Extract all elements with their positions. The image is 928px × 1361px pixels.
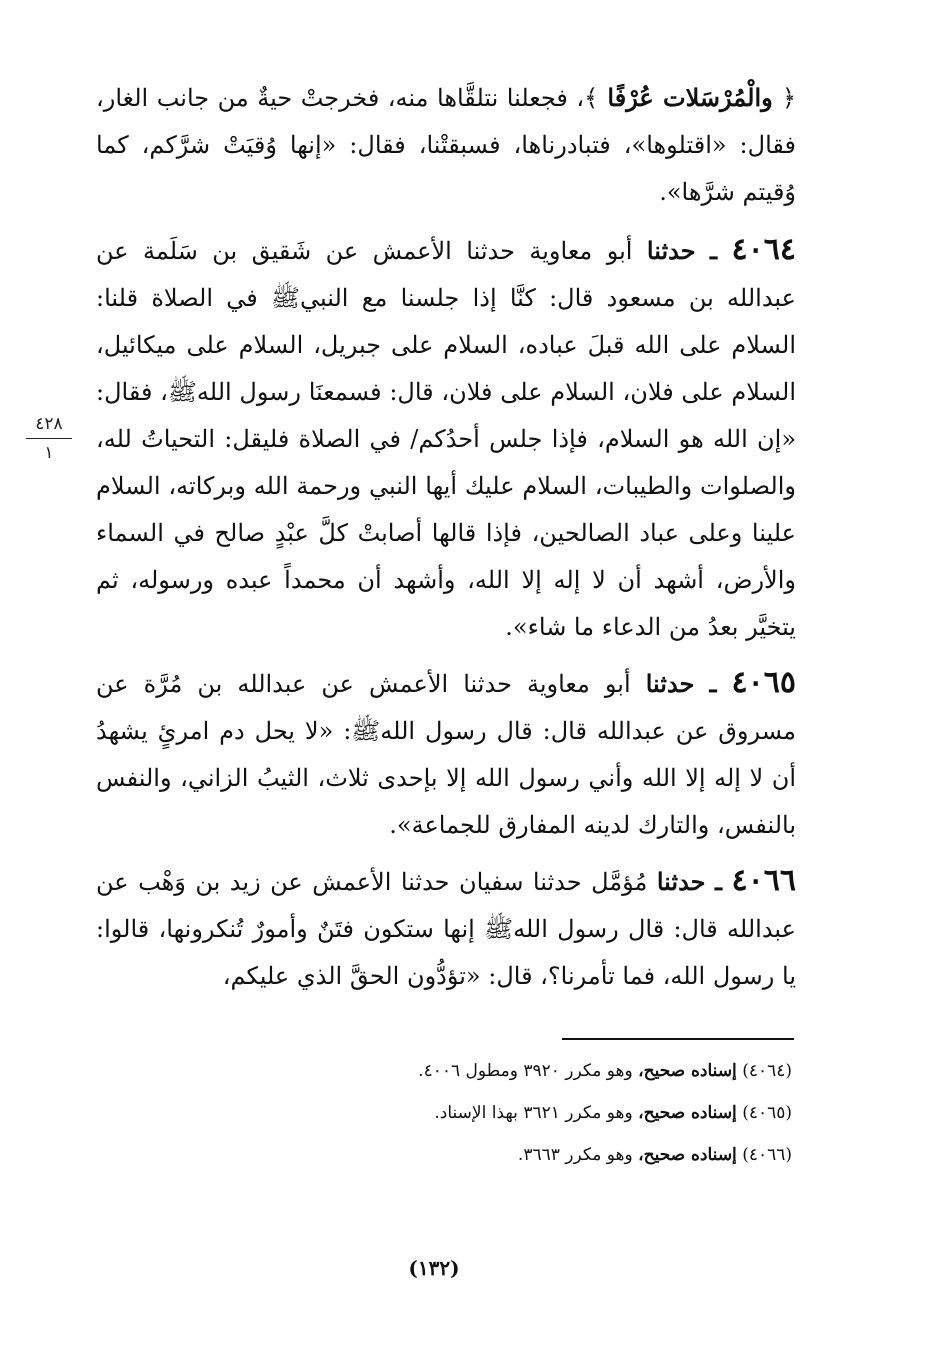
- hadith-4065: [96, 659, 796, 849]
- margin-reference-bottom: ١: [44, 443, 54, 463]
- hadith-number: ٤٠٦٥: [731, 665, 796, 700]
- footnote-text: وهو مكرر ٣٩٢٠ ومطول ٤٠٠٦.: [418, 1061, 633, 1081]
- hadith-text: أبو معاوية حدثنا الأعمش عن شَقيق بن سَلَمة عن عبدالله بن مسعود قال: كنَّا إذا جلسنا مع النبيﷺ في الصلاة قلنا: السلام على الله قبلَ عباده، السلام على جبريل، السلام على ميكائيل، السلام على فلان، السلام على فلان، قال: فسمعنَا رسول اللهﷺ، فقال: «إن الله هو السلام، فإذا جلس أحدُكم/ في الصلاة فليقل: التحياتُ لله، والصلوات والطيبات، السلام عليك أيها النبي ورحمة الله وبركاته، السلام علينا وعلى عباد الصالحين، فإذا قالها أصابتْ كلَّ عبْدٍ صالح في السماء والأرض، أشهد أن لا إله إلا الله، وأشهد أن محمداً عبده ورسوله، ثم يتخيَّر بعدُ من الدعاء ما شاء».: [96, 237, 796, 641]
- hadith-text: أبو معاوية حدثنا الأعمش عن عبدالله بن مُرَّة عن مسروق عن عبدالله قال: قال رسول اللهﷺ: «لا يحل دم امرئٍ يشهدُ أن لا إله إلا الله وأني رسول الله إلا بإحدى ثلاث، الثيبُ الزاني، والنفس بالنفس، والتارك لدينه المفارق للجماعة».: [96, 670, 796, 839]
- footnote-4065: [250, 1092, 792, 1134]
- haddathana-word: حدثنا: [656, 867, 706, 896]
- footnote-ref: (٤٠٦٤): [742, 1061, 792, 1081]
- footnote-grade: إسناده صحيح،: [638, 1061, 737, 1081]
- hadith-dash: ـ: [709, 669, 717, 698]
- main-text: [96, 74, 796, 1008]
- footnotes: [250, 1050, 792, 1176]
- footnote-ref: (٤٠٦٥): [742, 1103, 792, 1123]
- hadith-dash: ـ: [715, 867, 723, 896]
- footnote-4066: [250, 1134, 792, 1176]
- hadith-4064: [96, 226, 796, 651]
- hadith-number: ٤٠٦٦: [731, 863, 796, 898]
- hadith-dash: ـ: [710, 236, 718, 265]
- margin-reference-top: ٤٢٨: [35, 414, 63, 434]
- footnote-4064: [250, 1050, 792, 1092]
- page-number: (١٣٢): [408, 1256, 460, 1280]
- hadith-text: مُؤمَّل حدثنا سفيان حدثنا الأعمش عن زيد بن وَهْب عن عبدالله قال: قال رسول اللهﷺ إنها ستكون فتَنٌ وأمورٌ تُنكرونها، قالوا: يا رسول الله، فما تأمرنا؟، قال: «تؤدُّون الحقَّ الذي عليكم،: [96, 868, 796, 990]
- hadith-number: ٤٠٦٤: [731, 232, 796, 267]
- quran-quote: [584, 83, 796, 112]
- haddathana-word: حدثنا: [646, 236, 696, 265]
- hadith-4066: [96, 857, 796, 1000]
- footnote-separator: [562, 1038, 794, 1040]
- quran-verse-text: والْمُرْسَلات عُرْفًا: [607, 83, 773, 112]
- footnote-grade: إسناده صحيح،: [638, 1103, 737, 1123]
- quran-bracket-close: ﴾: [584, 84, 599, 112]
- quran-bracket-open: ﴿: [781, 84, 796, 112]
- footnote-text: وهو مكرر ٣٦٦٣.: [517, 1145, 633, 1165]
- haddathana-word: حدثنا: [645, 669, 695, 698]
- margin-page-reference: [26, 414, 72, 463]
- footnote-grade: إسناده صحيح،: [638, 1145, 737, 1165]
- footnote-ref: (٤٠٦٦): [742, 1145, 792, 1165]
- footnote-text: وهو مكرر ٣٦٢١ بهذا الإسناد.: [434, 1103, 633, 1123]
- margin-reference-divider: [26, 438, 72, 439]
- continuation-paragraph: [96, 74, 796, 216]
- continuation-text: ، فجعلنا نتلقَّاها منه، فخرجتْ حيةٌ من جانب الغار، فقال: «اقتلوها»، فتبادرناها، فسبقتْنا، فقال: «إنها وُقيَتْ شرَّكم، كما وُقيتم شرَّها».: [96, 84, 796, 206]
